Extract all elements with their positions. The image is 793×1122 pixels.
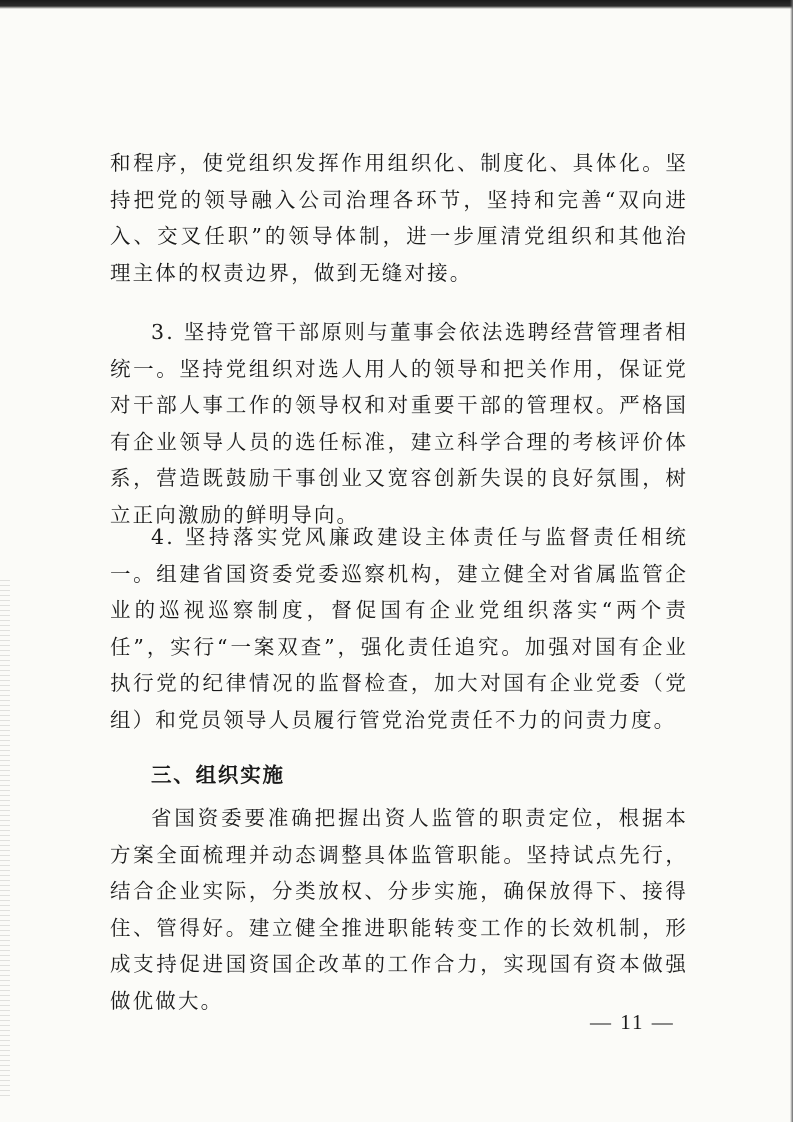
- paragraph-continuation: 和程序，使党组织发挥作用组织化、制度化、具体化。坚持把党的领导融入公司治理各环节，坚持和完善“双向进入、交叉任职”的领导体制，进一步厘清党组织和其他治理主体的权责边界，做到无缝对接。: [110, 151, 688, 285]
- paragraph-item-3: 3. 坚持党管干部原则与董事会依法选聘经营管理者相统一。坚持党组织对选人用人的领导和把关作用，保证党对干部人事工作的领导权和对重要干部的管理权。严格国有企业领导人员的选任标准，建立科学合理的考核评价体系，营造既鼓励干事创业又宽容创新失误的良好氛围，树立正向激励的鲜明导向。: [110, 320, 688, 527]
- scan-binding-marks: [0, 580, 10, 1100]
- page-number: — 11 —: [590, 1010, 675, 1034]
- section-heading: 三、组织实施: [151, 763, 285, 787]
- paragraph-item-4: 4. 坚持落实党风廉政建设主体责任与监督责任相统一。组建省国资委党委巡察机构，建立健全对省属监管企业的巡视巡察制度，督促国有企业党组织落实“两个责任”，实行“一案双查”，强化责任追究。加强对国有企业执行党的纪律情况的监督检查，加大对国有企业党委（党组）和党员领导人员履行管党治党责任不力的问责力度。: [110, 525, 688, 732]
- scan-top-edge: [0, 0, 793, 9]
- section-paragraph: 省国资委要准确把握出资人监管的职责定位，根据本方案全面梳理并动态调整具体监管职能。坚持试点先行，结合企业实际，分类放权、分步实施，确保放得下、接得住、管得好。建立健全推进职能转变工作的长效机制，形成支持促进国资国企改革的工作合力，实现国有资本做强做优做大。: [110, 806, 688, 1013]
